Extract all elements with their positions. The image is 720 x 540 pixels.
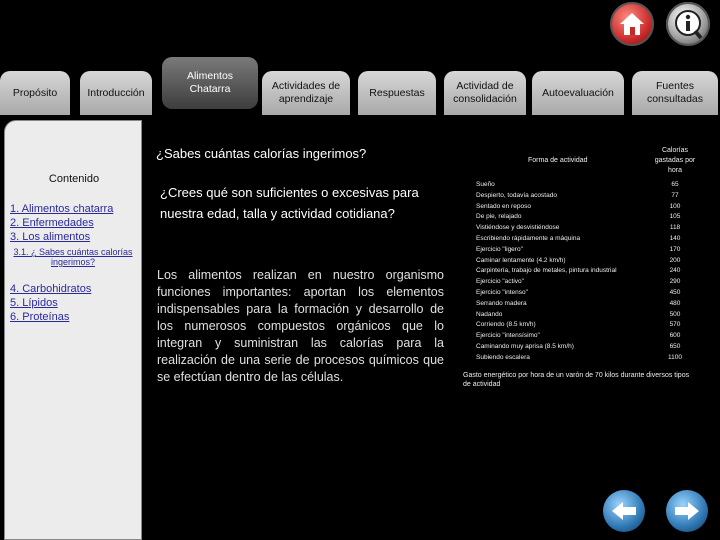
table-cell-calories: 450 — [669, 289, 681, 296]
page-heading: ¿Sabes cuántas calorías ingerimos? — [156, 146, 367, 161]
table-cell-calories: 290 — [669, 278, 681, 286]
table-cell-activity: Ejercicio "ligero" — [476, 245, 523, 253]
table-cell-calories: 500 — [669, 310, 681, 318]
table-cell-calories: 118 — [669, 224, 681, 232]
sidebar-item-enfermedades[interactable]: 2. Enfermedades — [10, 217, 94, 229]
tab-label: Actividades de aprendizaje — [271, 80, 341, 105]
table-cell-activity: Despierto, todavía acostado — [476, 191, 557, 199]
table-cell-activity: Serrando madera — [476, 299, 527, 307]
table-cell-activity: Escribiendo rápidamente a máquina — [476, 235, 581, 242]
tab-respuestas[interactable] — [358, 71, 436, 115]
table-cell-activity: Vistiéndose y desvistiéndose — [476, 224, 560, 232]
sidebar-item-carbohidratos[interactable]: 4. Carbohidratos — [10, 283, 92, 295]
tab-label: Propósito — [12, 86, 58, 99]
sidebar-item-proteinas[interactable]: 6. Proteínas — [10, 311, 70, 323]
table-cell-activity: Ejercicio "intenso" — [476, 289, 528, 296]
table-cell-calories: 200 — [669, 256, 681, 264]
sidebar-item-calorias[interactable]: 3.1. ¿ Sabes cuántas calorías ingerimos? — [13, 247, 133, 267]
tab-label: Actividad de consolidación — [453, 80, 517, 105]
table-cell-activity: Caminando muy aprisa (8.5 km/h) — [476, 343, 574, 350]
tab-proposito[interactable] — [0, 71, 70, 115]
table-cell-activity: Corriendo (8.5 km/h) — [476, 321, 536, 329]
main-paragraph: Los alimentos realizan en nuestro organismo funciones importantes: aportan los elementos indispensables para la formación y desarrollo de los numerosos compuestos orgánicos que lo integran y suministran las calorías para la realización de una serie de procesos químicos que se efectúan dentro de las células. — [157, 268, 444, 384]
table-cell-calories: 240 — [669, 267, 681, 275]
table-cell-calories: 1100 — [668, 353, 682, 361]
table-cell-activity: Carpintería, trabajo de metales, pintura industrial — [476, 267, 617, 275]
info-button[interactable] — [666, 2, 710, 46]
tab-fuentes-consultadas[interactable] — [632, 71, 718, 115]
table-cell-activity: Sentado en reposo — [476, 202, 531, 210]
tab-label: Alimentos Chatarra — [186, 70, 234, 95]
table-cell-activity: De pie, relajado — [476, 213, 522, 221]
main-question: ¿Crees qué son suficientes o excesivas para nuestra edad, talla y actividad cotidiana? — [160, 185, 419, 221]
table-cell-calories: 77 — [671, 191, 679, 199]
tab-label: Respuestas — [369, 86, 425, 99]
table-cell-activity: Caminar lentamente (4.2 km/h) — [476, 256, 566, 264]
tab-autoevaluacion[interactable] — [532, 71, 624, 115]
table-cell-activity: Ejercicio "activo" — [476, 278, 524, 286]
sidebar-title: Contenido — [48, 173, 100, 185]
table-cell-calories: 140 — [669, 235, 681, 242]
tab-introduccion[interactable] — [80, 71, 152, 115]
table-header-activity: Forma de actividad — [528, 157, 588, 164]
table-cell-calories: 105 — [669, 213, 681, 221]
sidebar-item-alimentos-chatarra[interactable]: 1. Alimentos chatarra — [10, 203, 114, 215]
tab-actividades-aprendizaje[interactable] — [262, 71, 350, 115]
table-cell-calories: 100 — [669, 202, 681, 210]
sidebar-item-los-alimentos[interactable]: 3. Los alimentos — [10, 231, 91, 243]
arrow-left-icon — [603, 490, 645, 532]
table-cell-activity: Sueño — [476, 181, 495, 188]
tab-label: Fuentes consultadas — [646, 80, 704, 105]
tab-label: Autoevaluación — [542, 86, 614, 99]
tab-actividad-consolidacion[interactable] — [444, 71, 526, 115]
table-caption: Gasto energético por hora de un varón de 70 kilos durante diversos tipos de actividad — [463, 372, 690, 388]
table-cell-activity: Subiendo escalera — [476, 353, 530, 361]
tab-label: Introducción — [87, 86, 145, 99]
table-cell-activity: Nadando — [476, 310, 503, 318]
table-cell-calories: 600 — [669, 332, 681, 340]
table-cell-calories: 650 — [669, 343, 681, 350]
table-cell-calories: 570 — [669, 321, 681, 329]
table-cell-calories: 65 — [671, 181, 679, 188]
home-icon — [610, 2, 654, 46]
back-button[interactable] — [603, 490, 645, 532]
table-cell-calories: 480 — [669, 299, 681, 307]
sidebar-item-lipidos[interactable]: 5. Lípidos — [10, 297, 58, 309]
info-icon — [666, 2, 710, 46]
table-cell-activity: Ejercicio "intensísimo" — [476, 332, 540, 340]
table-cell-calories: 170 — [669, 245, 681, 253]
table-header-calories: Calorías gastadas por hora — [654, 147, 696, 174]
home-button[interactable] — [610, 2, 654, 46]
tab-alimentos-chatarra[interactable] — [162, 57, 258, 109]
content-sidebar — [4, 120, 142, 540]
arrow-right-icon — [666, 490, 708, 532]
forward-button[interactable] — [666, 490, 708, 532]
